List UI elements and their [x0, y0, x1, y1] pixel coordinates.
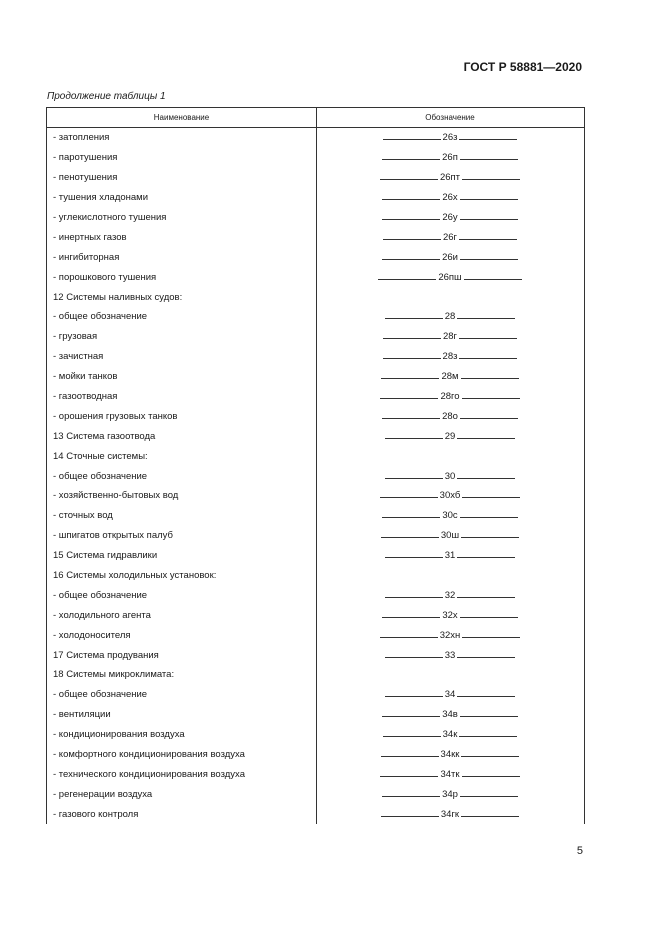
- blank-line-right: [457, 437, 515, 439]
- row-code: 34гк: [440, 808, 460, 820]
- blank-line-right: [460, 258, 518, 260]
- row-name: - комфортного кондиционирования воздуха: [53, 749, 245, 761]
- table-row: [47, 745, 584, 765]
- row-code-cell: [316, 789, 584, 800]
- blank-line-right: [460, 158, 518, 160]
- row-code: 30ш: [440, 530, 460, 542]
- row-code-cell: [316, 630, 584, 641]
- blank-line-left: [385, 656, 443, 658]
- row-name: 18 Системы микроклимата:: [53, 669, 175, 681]
- row-code: 33: [444, 649, 456, 661]
- row-code: 28го: [440, 391, 460, 403]
- row-name: - порошкового тушения: [53, 271, 157, 283]
- blank-line-left: [381, 815, 439, 817]
- blank-line-left: [382, 417, 440, 419]
- table-row: [47, 486, 584, 506]
- row-code: 30хб: [439, 490, 461, 502]
- table-row: [47, 148, 584, 168]
- blank-line-right: [457, 656, 515, 658]
- table-body: [47, 128, 584, 824]
- row-code-cell: [316, 172, 584, 183]
- blank-line-left: [383, 138, 441, 140]
- row-name: - общее обозначение: [53, 311, 148, 323]
- table-row: [47, 526, 584, 546]
- blank-line-right: [459, 238, 517, 240]
- row-name: 17 Система продувания: [53, 649, 159, 661]
- table-row: [47, 506, 584, 526]
- table-row: [47, 665, 584, 685]
- table-row: [47, 347, 584, 367]
- row-name: - регенерации воздуха: [53, 788, 153, 800]
- blank-line-right: [464, 278, 522, 280]
- row-code: 34в: [442, 709, 458, 721]
- blank-line-left: [383, 337, 441, 339]
- row-code-cell: [316, 272, 584, 283]
- table-caption: Продолжение таблицы 1: [47, 91, 166, 102]
- table-row: [47, 208, 584, 228]
- blank-line-right: [457, 317, 515, 319]
- blank-line-left: [382, 258, 440, 260]
- row-code-cell: [316, 709, 584, 720]
- row-code: 26пш: [438, 271, 462, 283]
- blank-line-right: [457, 556, 515, 558]
- blank-line-left: [383, 238, 441, 240]
- blank-line-right: [460, 218, 518, 220]
- row-code-cell: [316, 749, 584, 760]
- row-code-cell: [316, 729, 584, 740]
- row-code: 29: [444, 430, 456, 442]
- blank-line-right: [460, 516, 518, 518]
- row-name: - зачистная: [53, 351, 104, 363]
- row-code-cell: [316, 490, 584, 501]
- table-row: [47, 267, 584, 287]
- blank-line-right: [459, 735, 517, 737]
- column-header-name: Наименование: [153, 113, 210, 122]
- blank-line-left: [382, 715, 440, 717]
- row-code-cell: [316, 610, 584, 621]
- blank-line-right: [460, 198, 518, 200]
- row-code: 26п: [442, 152, 458, 164]
- blank-line-left: [378, 278, 436, 280]
- blank-line-left: [385, 317, 443, 319]
- row-code: 26х: [442, 192, 458, 204]
- row-name: - ингибиторная: [53, 251, 120, 263]
- blank-line-left: [380, 178, 438, 180]
- blank-line-left: [383, 357, 441, 359]
- blank-line-left: [382, 198, 440, 200]
- row-code: 32: [444, 589, 456, 601]
- table-row: [47, 804, 584, 824]
- table-row: [47, 406, 584, 426]
- blank-line-right: [457, 596, 515, 598]
- blank-line-left: [382, 158, 440, 160]
- blank-line-left: [380, 496, 438, 498]
- blank-line-left: [385, 437, 443, 439]
- row-code: 26г: [442, 231, 458, 243]
- blank-line-right: [461, 815, 519, 817]
- row-name: - инертных газов: [53, 231, 127, 243]
- blank-line-right: [461, 377, 519, 379]
- row-code: 34р: [442, 788, 458, 800]
- row-name: 16 Системы холодильных установок:: [53, 570, 217, 582]
- row-name: - кондиционирования воздуха: [53, 729, 185, 741]
- standard-code: ГОСТ Р 58881—2020: [463, 60, 582, 74]
- blank-line-left: [383, 735, 441, 737]
- row-name: - грузовая: [53, 331, 98, 343]
- row-name: - вентиляции: [53, 709, 111, 721]
- blank-line-left: [382, 795, 440, 797]
- row-code: 28м: [441, 371, 459, 383]
- table-row: [47, 426, 584, 446]
- row-code-cell: [316, 650, 584, 661]
- row-code-cell: [316, 471, 584, 482]
- row-code: 26и: [442, 251, 458, 263]
- row-code: 32х: [442, 609, 458, 621]
- blank-line-right: [459, 138, 517, 140]
- row-name: - газового контроля: [53, 808, 139, 820]
- row-code: 31: [444, 550, 456, 562]
- row-code-cell: [316, 351, 584, 362]
- table-row: [47, 227, 584, 247]
- row-name: - холодоносителя: [53, 629, 131, 641]
- row-code: 34к: [442, 729, 458, 741]
- table-row: [47, 287, 584, 307]
- row-code-cell: [316, 252, 584, 263]
- row-code: 30с: [442, 510, 458, 522]
- blank-line-left: [381, 755, 439, 757]
- row-code-cell: [316, 689, 584, 700]
- blank-line-right: [461, 755, 519, 757]
- table-row: [47, 188, 584, 208]
- row-code-cell: [316, 411, 584, 422]
- row-name: - общее обозначение: [53, 689, 148, 701]
- table-row: [47, 327, 584, 347]
- row-code: 28о: [442, 410, 458, 422]
- blank-line-right: [460, 616, 518, 618]
- designation-table: [46, 107, 585, 824]
- row-code: 34: [444, 689, 456, 701]
- row-name: 15 Система гидравлики: [53, 550, 158, 562]
- row-code-cell: [316, 212, 584, 223]
- row-code-cell: [316, 152, 584, 163]
- table-row: [47, 168, 584, 188]
- blank-line-left: [381, 536, 439, 538]
- table-row: [47, 307, 584, 327]
- blank-line-right: [462, 397, 520, 399]
- table-row: [47, 585, 584, 605]
- table-header: [47, 108, 584, 128]
- table-row: [47, 446, 584, 466]
- row-name: - тушения хладонами: [53, 192, 149, 204]
- row-code-cell: [316, 192, 584, 203]
- table-row: [47, 645, 584, 665]
- row-code-cell: [316, 331, 584, 342]
- blank-line-left: [382, 516, 440, 518]
- blank-line-left: [380, 775, 438, 777]
- row-code: 28: [444, 311, 456, 323]
- row-code: 28з: [442, 351, 458, 363]
- row-name: - паротушения: [53, 152, 118, 164]
- row-code-cell: [316, 431, 584, 442]
- table-row: [47, 784, 584, 804]
- table-row: [47, 625, 584, 645]
- blank-line-right: [460, 795, 518, 797]
- blank-line-left: [385, 596, 443, 598]
- row-code-cell: [316, 590, 584, 601]
- row-name: - газоотводная: [53, 391, 118, 403]
- blank-line-left: [382, 218, 440, 220]
- row-code: 30: [444, 470, 456, 482]
- blank-line-right: [459, 357, 517, 359]
- row-name: 12 Системы наливных судов:: [53, 291, 183, 303]
- table-row: [47, 466, 584, 486]
- blank-line-right: [457, 477, 515, 479]
- row-name: 14 Сточные системы:: [53, 450, 148, 462]
- page-number: 5: [576, 845, 583, 857]
- blank-line-left: [380, 397, 438, 399]
- row-name: - пенотушения: [53, 172, 118, 184]
- row-code-cell: [316, 769, 584, 780]
- row-name: - шпигатов открытых палуб: [53, 530, 173, 542]
- table-row: [47, 387, 584, 407]
- blank-line-right: [462, 636, 520, 638]
- row-code: 26пт: [439, 172, 461, 184]
- table-row: [47, 605, 584, 625]
- row-code-cell: [316, 232, 584, 243]
- row-name: - сточных вод: [53, 510, 113, 522]
- row-code-cell: [316, 809, 584, 820]
- blank-line-left: [385, 477, 443, 479]
- table-row: [47, 685, 584, 705]
- row-code-cell: [316, 311, 584, 322]
- row-name: - углекислотного тушения: [53, 212, 167, 223]
- row-name: - орошения грузовых танков: [53, 410, 178, 422]
- table-row: [47, 765, 584, 785]
- table-row: [47, 705, 584, 725]
- row-code: 26у: [442, 212, 458, 223]
- blank-line-right: [457, 695, 515, 697]
- row-code: 28г: [442, 331, 458, 343]
- row-code-cell: [316, 391, 584, 402]
- blank-line-right: [461, 536, 519, 538]
- row-code-cell: [316, 132, 584, 143]
- table-row: [47, 566, 584, 586]
- blank-line-right: [460, 715, 518, 717]
- row-code: 32хн: [439, 629, 461, 641]
- row-name: - холодильного агента: [53, 609, 151, 621]
- row-name: - технического кондиционирования воздуха: [53, 768, 245, 780]
- blank-line-right: [459, 337, 517, 339]
- table-row: [47, 247, 584, 267]
- blank-line-left: [385, 695, 443, 697]
- blank-line-right: [462, 178, 520, 180]
- row-name: - общее обозначение: [53, 470, 148, 482]
- row-code-cell: [316, 530, 584, 541]
- row-name: 13 Система газоотвода: [53, 430, 156, 442]
- row-code: 34кк: [440, 749, 460, 761]
- row-name: - затопления: [53, 132, 110, 144]
- row-name: - хозяйственно-бытовых вод: [53, 490, 179, 502]
- blank-line-right: [462, 496, 520, 498]
- row-code-cell: [316, 371, 584, 382]
- table-row: [47, 367, 584, 387]
- blank-line-right: [460, 417, 518, 419]
- table-row: [47, 725, 584, 745]
- column-header-code: Обозначение: [425, 113, 475, 122]
- row-code: 34тк: [440, 768, 460, 780]
- blank-line-left: [382, 616, 440, 618]
- table-row: [47, 128, 584, 148]
- row-code-cell: [316, 510, 584, 521]
- blank-line-right: [462, 775, 520, 777]
- blank-line-left: [380, 636, 438, 638]
- blank-line-left: [385, 556, 443, 558]
- row-code: 26з: [442, 132, 458, 144]
- blank-line-left: [381, 377, 439, 379]
- row-code-cell: [316, 550, 584, 561]
- table-row: [47, 546, 584, 566]
- row-name: - общее обозначение: [53, 589, 148, 601]
- row-name: - мойки танков: [53, 371, 118, 383]
